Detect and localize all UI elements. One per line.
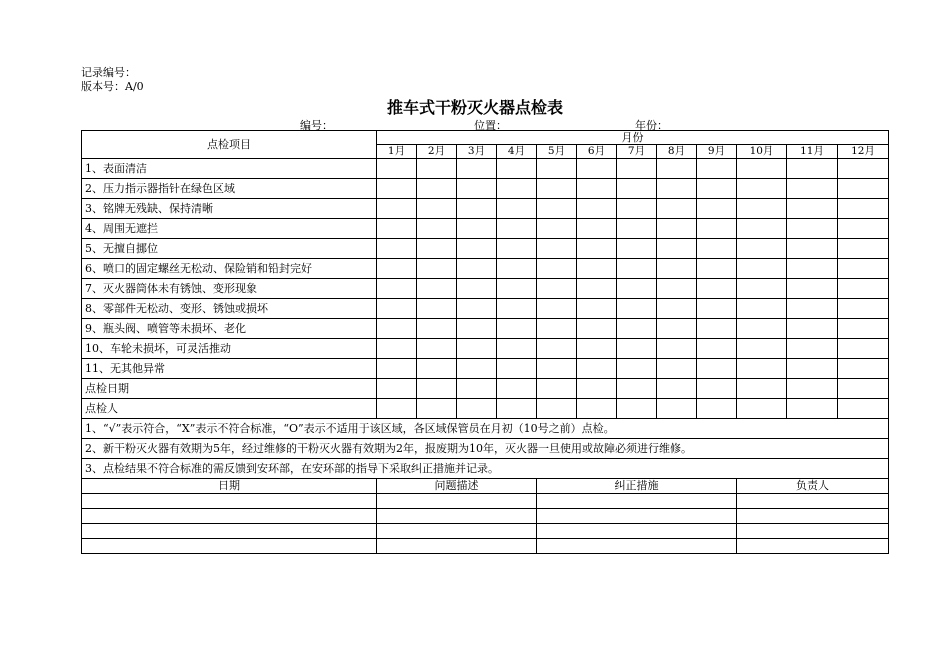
note-row xyxy=(82,439,889,459)
inspection-item-label: 点检人 xyxy=(82,399,377,419)
inspection-row xyxy=(82,359,889,379)
check-cell[interactable] xyxy=(377,199,417,219)
check-cell[interactable] xyxy=(457,379,497,399)
inspection-row xyxy=(82,279,889,299)
inspection-row xyxy=(82,399,889,419)
record-header-correction: 纠正措施 xyxy=(537,479,737,494)
inspection-item-label: 点检日期 xyxy=(82,379,377,399)
check-cell[interactable] xyxy=(787,179,838,199)
inspection-item-label: 4、周围无遮拦 xyxy=(82,219,377,239)
check-cell[interactable] xyxy=(838,239,889,259)
record-cell[interactable] xyxy=(377,539,537,554)
check-cell[interactable] xyxy=(377,399,417,419)
check-cell[interactable] xyxy=(457,279,497,299)
check-cell[interactable] xyxy=(697,199,737,219)
check-cell[interactable] xyxy=(377,359,417,379)
inspection-row xyxy=(82,179,889,199)
check-cell[interactable] xyxy=(417,259,457,279)
check-cell[interactable] xyxy=(838,299,889,319)
record-cell[interactable] xyxy=(82,494,377,509)
note-row xyxy=(82,419,889,439)
month-header-8: 8月 xyxy=(657,145,697,159)
check-cell[interactable] xyxy=(787,159,838,179)
record-header-date: 日期 xyxy=(82,479,377,494)
inspection-row xyxy=(82,319,889,339)
version-label: 版本号：A/0 xyxy=(81,80,144,93)
check-cell[interactable] xyxy=(577,159,617,179)
inspection-row xyxy=(82,299,889,319)
inspection-item-label: 9、瓶头阀、喷管等未损坏、老化 xyxy=(82,319,377,339)
check-cell[interactable] xyxy=(377,159,417,179)
note-row xyxy=(82,459,889,479)
check-cell[interactable] xyxy=(787,239,838,259)
month-header-4: 4月 xyxy=(497,145,537,159)
check-cell[interactable] xyxy=(787,339,838,359)
check-cell[interactable] xyxy=(417,239,457,259)
year-field-label: 年份： xyxy=(635,119,668,132)
check-cell[interactable] xyxy=(417,219,457,239)
check-cell[interactable] xyxy=(417,379,457,399)
check-cell[interactable] xyxy=(457,179,497,199)
check-cell[interactable] xyxy=(497,179,537,199)
check-cell[interactable] xyxy=(537,199,577,219)
month-header-3: 3月 xyxy=(457,145,497,159)
note-text: 2、新干粉灭火器有效期为5年，经过维修的干粉灭火器有效期为2年，报废期为10年，灭火器一旦使用或故障必须进行维修。 xyxy=(82,439,889,459)
check-cell[interactable] xyxy=(657,179,697,199)
inspection-item-label: 11、无其他异常 xyxy=(82,359,377,379)
check-cell[interactable] xyxy=(838,199,889,219)
record-cell[interactable] xyxy=(737,494,889,509)
check-cell[interactable] xyxy=(377,319,417,339)
check-cell[interactable] xyxy=(737,299,787,319)
check-cell[interactable] xyxy=(457,239,497,259)
note-text: 3、点检结果不符合标准的需反馈到安环部，在安环部的指导下采取纠正措施并记录。 xyxy=(82,459,889,479)
check-cell[interactable] xyxy=(697,259,737,279)
check-cell[interactable] xyxy=(617,299,657,319)
check-cell[interactable] xyxy=(537,279,577,299)
check-cell[interactable] xyxy=(657,339,697,359)
check-cell[interactable] xyxy=(737,379,787,399)
record-cell[interactable] xyxy=(377,494,537,509)
check-cell[interactable] xyxy=(497,219,537,239)
check-cell[interactable] xyxy=(617,259,657,279)
record-row xyxy=(82,509,889,524)
check-cell[interactable] xyxy=(577,319,617,339)
check-cell[interactable] xyxy=(838,159,889,179)
month-header-12: 12月 xyxy=(838,145,889,159)
check-cell[interactable] xyxy=(697,379,737,399)
check-cell[interactable] xyxy=(737,219,787,239)
check-cell[interactable] xyxy=(497,339,537,359)
check-cell[interactable] xyxy=(417,399,457,419)
inspection-item-label: 1、表面清洁 xyxy=(82,159,377,179)
record-row xyxy=(82,524,889,539)
check-cell[interactable] xyxy=(617,319,657,339)
check-cell[interactable] xyxy=(617,239,657,259)
check-cell[interactable] xyxy=(737,319,787,339)
record-cell[interactable] xyxy=(82,509,377,524)
check-cell[interactable] xyxy=(617,359,657,379)
check-cell[interactable] xyxy=(697,399,737,419)
check-cell[interactable] xyxy=(737,199,787,219)
check-cell[interactable] xyxy=(457,299,497,319)
check-cell[interactable] xyxy=(737,359,787,379)
check-cell[interactable] xyxy=(537,359,577,379)
record-header-row xyxy=(82,479,889,494)
check-cell[interactable] xyxy=(577,399,617,419)
number-field-label: 编号： xyxy=(300,119,333,132)
check-cell[interactable] xyxy=(417,159,457,179)
inspection-item-label: 7、灭火器筒体未有锈蚀、变形现象 xyxy=(82,279,377,299)
record-row xyxy=(82,539,889,554)
check-cell[interactable] xyxy=(497,319,537,339)
check-cell[interactable] xyxy=(838,379,889,399)
check-cell[interactable] xyxy=(787,399,838,419)
check-cell[interactable] xyxy=(737,279,787,299)
check-cell[interactable] xyxy=(657,259,697,279)
check-cell[interactable] xyxy=(417,179,457,199)
check-cell[interactable] xyxy=(787,259,838,279)
record-cell[interactable] xyxy=(737,524,889,539)
month-header-1: 1月 xyxy=(377,145,417,159)
inspection-row xyxy=(82,159,889,179)
check-cell[interactable] xyxy=(577,279,617,299)
check-cell[interactable] xyxy=(617,379,657,399)
inspection-item-label: 2、压力指示器指针在绿色区域 xyxy=(82,179,377,199)
check-cell[interactable] xyxy=(737,399,787,419)
check-cell[interactable] xyxy=(787,199,838,219)
check-cell[interactable] xyxy=(497,379,537,399)
location-field-label: 位置： xyxy=(474,119,507,132)
check-cell[interactable] xyxy=(417,299,457,319)
record-row xyxy=(82,494,889,509)
check-cell[interactable] xyxy=(657,279,697,299)
check-cell[interactable] xyxy=(497,399,537,419)
page-title: 推车式干粉灭火器点检表 xyxy=(386,98,563,117)
check-cell[interactable] xyxy=(787,319,838,339)
check-cell[interactable] xyxy=(457,159,497,179)
inspection-item-label: 5、无擅自挪位 xyxy=(82,239,377,259)
check-cell[interactable] xyxy=(417,199,457,219)
record-cell[interactable] xyxy=(737,509,889,524)
inspection-item-label: 10、车轮未损坏，可灵活推动 xyxy=(82,339,377,359)
check-cell[interactable] xyxy=(577,379,617,399)
check-cell[interactable] xyxy=(417,279,457,299)
check-cell[interactable] xyxy=(617,199,657,219)
month-header-7: 7月 xyxy=(617,145,657,159)
check-cell[interactable] xyxy=(537,379,577,399)
check-cell[interactable] xyxy=(697,239,737,259)
check-cell[interactable] xyxy=(787,359,838,379)
check-cell[interactable] xyxy=(657,379,697,399)
check-cell[interactable] xyxy=(697,279,737,299)
check-cell[interactable] xyxy=(457,319,497,339)
record-cell[interactable] xyxy=(537,494,737,509)
inspection-row xyxy=(82,199,889,219)
check-cell[interactable] xyxy=(787,279,838,299)
check-cell[interactable] xyxy=(537,219,577,239)
check-cell[interactable] xyxy=(577,199,617,219)
check-cell[interactable] xyxy=(697,219,737,239)
check-cell[interactable] xyxy=(377,259,417,279)
check-cell[interactable] xyxy=(377,379,417,399)
check-cell[interactable] xyxy=(497,359,537,379)
check-cell[interactable] xyxy=(838,179,889,199)
check-cell[interactable] xyxy=(417,319,457,339)
check-cell[interactable] xyxy=(577,359,617,379)
check-cell[interactable] xyxy=(617,159,657,179)
check-cell[interactable] xyxy=(697,299,737,319)
check-cell[interactable] xyxy=(838,339,889,359)
month-header-6: 6月 xyxy=(577,145,617,159)
record-cell[interactable] xyxy=(537,524,737,539)
check-cell[interactable] xyxy=(377,279,417,299)
check-cell[interactable] xyxy=(838,399,889,419)
month-header-11: 11月 xyxy=(787,145,838,159)
check-cell[interactable] xyxy=(537,319,577,339)
record-number-label: 记录编号： xyxy=(81,66,136,79)
check-cell[interactable] xyxy=(838,279,889,299)
record-cell[interactable] xyxy=(537,539,737,554)
check-cell[interactable] xyxy=(577,219,617,239)
check-cell[interactable] xyxy=(617,219,657,239)
check-cell[interactable] xyxy=(537,299,577,319)
inspection-row xyxy=(82,219,889,239)
item-column-header: 点检项目 xyxy=(82,131,377,159)
check-cell[interactable] xyxy=(787,299,838,319)
check-cell[interactable] xyxy=(657,359,697,379)
check-cell[interactable] xyxy=(457,199,497,219)
inspection-row xyxy=(82,339,889,359)
month-column-header: 月份 xyxy=(377,131,889,145)
check-cell[interactable] xyxy=(577,339,617,359)
check-cell[interactable] xyxy=(617,279,657,299)
check-cell[interactable] xyxy=(657,319,697,339)
check-cell[interactable] xyxy=(617,399,657,419)
inspection-item-label: 8、零部件无松动、变形、锈蚀或损坏 xyxy=(82,299,377,319)
check-cell[interactable] xyxy=(497,199,537,219)
check-cell[interactable] xyxy=(537,399,577,419)
check-cell[interactable] xyxy=(697,319,737,339)
check-cell[interactable] xyxy=(657,399,697,419)
check-cell[interactable] xyxy=(577,239,617,259)
inspection-table xyxy=(81,130,889,554)
record-header-owner: 负责人 xyxy=(737,479,889,494)
check-cell[interactable] xyxy=(537,159,577,179)
check-cell[interactable] xyxy=(657,239,697,259)
check-cell[interactable] xyxy=(787,219,838,239)
check-cell[interactable] xyxy=(377,299,417,319)
check-cell[interactable] xyxy=(457,399,497,419)
check-cell[interactable] xyxy=(577,259,617,279)
note-text: 1、“√”表示符合，“X”表示不符合标准，“O”表示不适用于该区域，各区域保管员在月初（10号之前）点检。 xyxy=(82,419,889,439)
check-cell[interactable] xyxy=(497,259,537,279)
check-cell[interactable] xyxy=(787,379,838,399)
check-cell[interactable] xyxy=(617,179,657,199)
record-cell[interactable] xyxy=(377,509,537,524)
check-cell[interactable] xyxy=(697,339,737,359)
check-cell[interactable] xyxy=(838,359,889,379)
check-cell[interactable] xyxy=(617,339,657,359)
record-cell[interactable] xyxy=(737,539,889,554)
check-cell[interactable] xyxy=(457,219,497,239)
record-cell[interactable] xyxy=(82,524,377,539)
check-cell[interactable] xyxy=(417,339,457,359)
inspection-row xyxy=(82,379,889,399)
check-cell[interactable] xyxy=(657,199,697,219)
check-cell[interactable] xyxy=(737,259,787,279)
check-cell[interactable] xyxy=(457,339,497,359)
check-cell[interactable] xyxy=(377,179,417,199)
inspection-item-label: 6、喷口的固定螺丝无松动、保险销和铅封完好 xyxy=(82,259,377,279)
month-header-2: 2月 xyxy=(417,145,457,159)
month-header-5: 5月 xyxy=(537,145,577,159)
check-cell[interactable] xyxy=(497,279,537,299)
check-cell[interactable] xyxy=(697,179,737,199)
check-cell[interactable] xyxy=(497,239,537,259)
check-cell[interactable] xyxy=(838,319,889,339)
check-cell[interactable] xyxy=(537,239,577,259)
check-cell[interactable] xyxy=(377,239,417,259)
check-cell[interactable] xyxy=(657,219,697,239)
check-cell[interactable] xyxy=(377,219,417,239)
check-cell[interactable] xyxy=(697,159,737,179)
check-cell[interactable] xyxy=(577,179,617,199)
check-cell[interactable] xyxy=(838,219,889,239)
check-cell[interactable] xyxy=(838,259,889,279)
record-header-problem: 问题描述 xyxy=(377,479,537,494)
check-cell[interactable] xyxy=(737,339,787,359)
check-cell[interactable] xyxy=(457,259,497,279)
check-cell[interactable] xyxy=(737,239,787,259)
month-header-10: 10月 xyxy=(737,145,787,159)
inspection-row xyxy=(82,239,889,259)
check-cell[interactable] xyxy=(417,359,457,379)
check-cell[interactable] xyxy=(737,159,787,179)
check-cell[interactable] xyxy=(697,359,737,379)
check-cell[interactable] xyxy=(537,339,577,359)
check-cell[interactable] xyxy=(377,339,417,359)
inspection-item-label: 3、铭牌无残缺、保持清晰 xyxy=(82,199,377,219)
month-header-9: 9月 xyxy=(697,145,737,159)
check-cell[interactable] xyxy=(657,299,697,319)
check-cell[interactable] xyxy=(497,299,537,319)
check-cell[interactable] xyxy=(577,299,617,319)
check-cell[interactable] xyxy=(457,359,497,379)
record-cell[interactable] xyxy=(82,539,377,554)
check-cell[interactable] xyxy=(657,159,697,179)
check-cell[interactable] xyxy=(537,179,577,199)
check-cell[interactable] xyxy=(737,179,787,199)
record-cell[interactable] xyxy=(377,524,537,539)
check-cell[interactable] xyxy=(497,159,537,179)
check-cell[interactable] xyxy=(537,259,577,279)
inspection-row xyxy=(82,259,889,279)
record-cell[interactable] xyxy=(537,509,737,524)
